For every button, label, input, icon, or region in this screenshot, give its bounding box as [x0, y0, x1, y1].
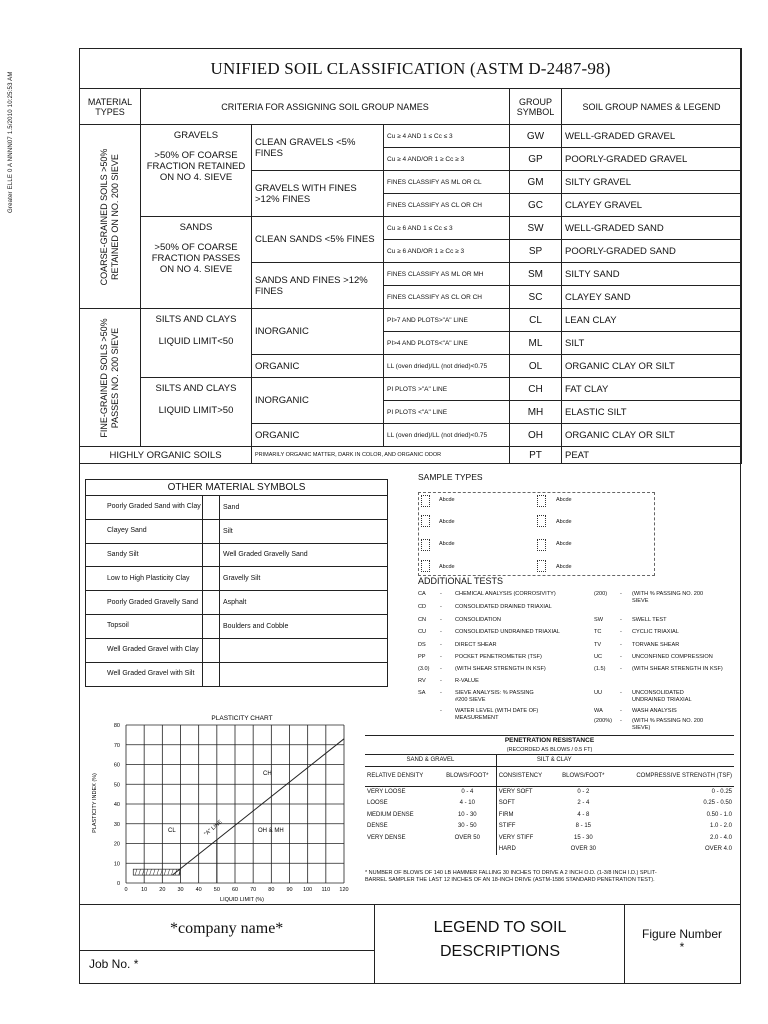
symbol-label	[220, 663, 369, 687]
penetration-cell-blows: OVER 50	[454, 834, 480, 841]
highly-organic-criterion: PRIMARILY ORGANIC MATTER, DARK IN COLOR, AND ORGANIC ODOR	[252, 447, 510, 464]
criterion-mh: PI PLOTS <"A" LINE	[384, 401, 510, 424]
test-dash: -	[620, 591, 622, 597]
penetration-cell-blows2: 15 - 30	[574, 834, 593, 841]
region-label-oh-mh: OH & MH	[258, 828, 284, 834]
sample-label: Abcde	[439, 519, 455, 525]
test-dash: -	[440, 604, 442, 610]
name-ol: ORGANIC CLAY OR SILT	[562, 355, 742, 378]
x-tick-label: 60	[231, 887, 239, 893]
name-gp: POORLY-GRADED GRAVEL	[562, 148, 742, 171]
sample-icon	[421, 539, 430, 551]
x-tick-label: 10	[141, 887, 148, 893]
symbol-label: Well Graded Gravelly Sand	[223, 551, 308, 559]
symbol-mh: MH	[510, 401, 562, 424]
penetration-cell-blows: 10 - 30	[457, 811, 477, 818]
gravels-title: GRAVELS	[173, 130, 219, 141]
region-label-ch: CH	[263, 771, 272, 777]
figure-number-value: *	[679, 940, 685, 954]
test-dash: -	[440, 678, 442, 684]
test-dash: -	[620, 654, 622, 660]
x-axis-label: LIQUID LIMIT (%)	[220, 897, 264, 903]
symbol-row	[86, 496, 387, 520]
x-tick-label: 90	[286, 887, 293, 893]
test-desc: (WITH SHEAR STRENGTH IN KSF)	[455, 666, 546, 672]
symbol-label	[220, 639, 369, 662]
x-tick-label: 20	[159, 887, 166, 893]
x-tick-label: 30	[177, 887, 184, 893]
x-tick-label: 80	[268, 887, 275, 893]
criterion-gm: FINES CLASSIFY AS ML OR CL	[384, 171, 510, 194]
header-group-symbol: GROUP SYMBOL	[510, 89, 562, 125]
col-blows: BLOWS/FOOT*	[446, 773, 489, 779]
symbol-sp: SP	[510, 240, 562, 263]
x-tick-label: 110	[321, 887, 331, 893]
criterion-gc: FINES CLASSIFY AS CL OR CH	[384, 194, 510, 217]
test-desc: (WITH % PASSING NO. 200 SIEVE	[632, 591, 704, 604]
sample-icon	[421, 515, 430, 527]
penetration-cell-blows2: OVER 30	[570, 846, 597, 853]
test-dash: -	[440, 654, 442, 660]
legend-title	[375, 916, 625, 964]
x-tick-label: 40	[195, 887, 202, 893]
symbol-ml: ML	[510, 332, 562, 355]
name-gm: SILTY GRAVEL	[562, 171, 742, 194]
name-gc: CLAYEY GRAVEL	[562, 194, 742, 217]
penetration-cell-blows2: 0 - 2	[577, 789, 590, 795]
fine-grained-label: FINE-GRAINED SOILS >50% PASSES NO. 200 SIEVE	[80, 309, 141, 447]
name-gw: WELL-GRADED GRAVEL	[562, 125, 742, 148]
penetration-row	[365, 809, 734, 821]
sample-types-title: SAMPLE TYPES	[418, 472, 483, 482]
test-code: WA	[594, 708, 603, 714]
name-sc: CLAYEY SAND	[562, 286, 742, 309]
penetration-note	[365, 870, 665, 884]
symbol-label: Clayey Sand	[107, 527, 147, 535]
symbol-swatch	[202, 663, 220, 687]
penetration-cell-consistency: VERY SOFT	[496, 786, 555, 798]
plasticity-chart	[86, 708, 358, 904]
penetration-cell-strength: OVER 4.0	[704, 846, 732, 853]
symbol-swatch	[202, 496, 220, 519]
symbol-label: Poorly Graded Sand with Clay	[107, 503, 201, 511]
test-desc: POCKET PENETROMETER (TSF)	[455, 654, 542, 660]
test-desc: CONSOLIDATED DRAINED TRIAXIAL	[455, 604, 552, 610]
symbol-swatch	[369, 663, 387, 687]
test-desc: CHEMICAL ANALYSIS (CORROSIVITY)	[455, 591, 556, 597]
col-consistency: CONSISTENCY	[496, 766, 555, 786]
criterion-cl: PI>7 AND PLOTS>"A" LINE	[384, 309, 510, 332]
test-desc: R-VALUE	[455, 678, 479, 684]
test-dash: -	[620, 617, 622, 623]
criterion-gp: Cu ≥ 4 AND/OR 1 ≥ Cc ≥ 3	[384, 148, 510, 171]
symbol-label: Gravelly Silt	[223, 575, 261, 583]
y-tick-label: 60	[113, 762, 120, 769]
test-code: CA	[418, 591, 426, 597]
criterion-sp: Cu ≥ 6 AND/OR 1 ≥ Cc ≥ 3	[384, 240, 510, 263]
test-dash: -	[440, 666, 442, 672]
silts-clays-high-title: SILTS AND CLAYS	[155, 383, 237, 394]
penetration-row	[365, 798, 734, 810]
inorganic-low: INORGANIC	[252, 309, 384, 355]
symbol-swatch	[369, 520, 387, 543]
symbol-label: Poorly Graded Gravelly Sand	[107, 598, 199, 606]
plasticity-chart-title: PLASTICITY CHART	[211, 715, 273, 722]
test-dash: -	[620, 629, 622, 635]
test-desc: (WITH SHEAR STRENGTH IN KSF)	[632, 666, 723, 672]
symbol-swatch	[369, 496, 387, 519]
organic-low: ORGANIC	[252, 355, 384, 378]
penetration-cell-consistency: FIRM	[496, 809, 555, 821]
penetration-cell-strength: 0 - 0.25	[711, 789, 732, 795]
test-dash: -	[440, 629, 442, 635]
x-tick-label: 50	[213, 887, 220, 893]
criterion-oh: LL (oven dried)/LL (not dried)<0.75	[384, 424, 510, 447]
criterion-ch: PI PLOTS >"A" LINE	[384, 378, 510, 401]
symbol-sc: SC	[510, 286, 562, 309]
x-tick-label: 70	[250, 887, 257, 893]
penetration-cell-density	[365, 844, 439, 856]
penetration-cell-strength: 0.50 - 1.0	[706, 811, 732, 818]
symbol-swatch	[369, 591, 387, 614]
symbol-row	[86, 544, 387, 568]
sands-title: SANDS	[179, 222, 213, 233]
penetration-cell-density: LOOSE	[367, 800, 388, 807]
legend-title-line2: DESCRIPTIONS	[439, 943, 560, 960]
sample-icon	[421, 560, 430, 572]
penetration-table	[365, 735, 734, 855]
symbol-gm: GM	[510, 171, 562, 194]
symbol-label: Low to High Plasticity Clay	[107, 574, 190, 582]
test-code: (200%)	[594, 718, 613, 724]
page-title: UNIFIED SOIL CLASSIFICATION (ASTM D-2487-98)	[80, 49, 742, 89]
inorganic-high: INORGANIC	[252, 378, 384, 424]
test-dash: -	[440, 617, 442, 623]
symbol-swatch	[202, 591, 220, 614]
penetration-cell-density: DENSE	[367, 823, 388, 830]
penetration-cell-consistency: HARD	[496, 844, 555, 856]
y-tick-label: 20	[113, 841, 120, 848]
name-ml: SILT	[562, 332, 742, 355]
symbol-gc: GC	[510, 194, 562, 217]
test-code: (1.5)	[594, 666, 606, 672]
test-desc: WASH ANALYSIS	[632, 708, 677, 714]
cl-ml-hatch	[135, 869, 137, 875]
sand-gravel-header: SAND & GRAVEL	[406, 757, 455, 764]
symbol-swatch	[202, 520, 220, 543]
criterion-sm: FINES CLASSIFY AS ML OR MH	[384, 263, 510, 286]
penetration-cell-blows2: 8 - 15	[575, 823, 592, 830]
symbol-swatch	[202, 639, 220, 662]
cl-ml-hatch	[150, 869, 152, 875]
test-code: CU	[418, 629, 427, 635]
cl-ml-hatch	[139, 869, 141, 875]
symbol-label: Asphalt	[223, 599, 247, 607]
legend-title-line1: LEGEND TO SOIL	[433, 919, 567, 936]
y-tick-label: 50	[113, 782, 120, 789]
penetration-cell-density: MEDIUM DENSE	[367, 811, 414, 818]
name-pt: PEAT	[562, 447, 742, 464]
a-line	[172, 739, 344, 875]
penetration-cell-blows	[439, 844, 496, 856]
symbol-swatch	[369, 544, 387, 567]
test-code: UC	[594, 654, 603, 660]
symbol-gw: GW	[510, 125, 562, 148]
job-number: Job No. *	[89, 957, 139, 971]
header-material-types: MATERIAL TYPES	[80, 89, 141, 125]
penetration-cell-density: VERY DENSE	[367, 834, 406, 841]
penetration-cell-consistency: VERY STIFF	[496, 832, 555, 844]
y-tick-label: 10	[113, 861, 120, 868]
sample-label: Abcde	[556, 519, 572, 525]
penetration-row	[365, 821, 734, 833]
test-desc: SIEVE ANALYSIS: % PASSING #200 SIEVE	[455, 690, 534, 703]
test-dash: -	[620, 642, 622, 648]
margin-stamp-text: Greater ELLE 0 A NNNN07 1.5/2010 10:25:53 AM	[8, 71, 14, 213]
criterion-ml: PI>4 AND PLOTS<"A" LINE	[384, 332, 510, 355]
test-code: DS	[418, 642, 426, 648]
region-label-a-line: "A" LINE	[203, 819, 224, 838]
symbol-label: Boulders and Cobble	[223, 622, 289, 630]
sample-label: Abcde	[556, 541, 572, 547]
name-mh: ELASTIC SILT	[562, 401, 742, 424]
sands-cell	[141, 217, 252, 309]
test-desc: CONSOLIDATED UNDRAINED TRIAXIAL	[455, 629, 560, 635]
x-tick-label: 100	[303, 887, 313, 893]
company-name: *company name*	[170, 920, 284, 937]
penetration-cell-blows: 4 - 10	[459, 800, 475, 807]
penetration-cell-blows2: 2 - 4	[577, 800, 590, 807]
symbol-label: Topsoil	[107, 622, 129, 630]
symbol-cl: CL	[510, 309, 562, 332]
criterion-gw: Cu ≥ 4 AND 1 ≤ Cc ≤ 3	[384, 125, 510, 148]
x-tick-label: 120	[339, 887, 349, 893]
header-group-names: SOIL GROUP NAMES & LEGEND	[562, 89, 742, 125]
chart-grid	[126, 725, 344, 883]
silts-clays-low-cell	[141, 309, 252, 378]
symbol-sm: SM	[510, 263, 562, 286]
penetration-row	[365, 786, 734, 798]
test-desc: (WITH % PASSING NO. 200 SIEVE)	[632, 718, 704, 731]
sands-desc: >50% OF COARSE FRACTION PASSES ON NO 4. SIEVE	[151, 242, 241, 275]
name-sp: POORLY-GRADED SAND	[562, 240, 742, 263]
footer-divider	[79, 904, 741, 905]
penetration-cell-strength: 1.0 - 2.0	[709, 823, 732, 830]
symbol-ch: CH	[510, 378, 562, 401]
test-desc: SWELL TEST	[632, 617, 667, 623]
usc-table	[79, 48, 742, 464]
test-code: (200)	[594, 591, 608, 597]
clean-sands: CLEAN SANDS <5% FINES	[252, 217, 384, 263]
header-criteria: CRITERIA FOR ASSIGNING SOIL GROUP NAMES	[141, 89, 510, 125]
silts-clays-low-desc: LIQUID LIMIT<50	[158, 336, 234, 347]
sample-icon	[421, 495, 430, 507]
y-tick-label: 30	[113, 821, 120, 828]
penetration-cell-density: VERY LOOSE	[367, 789, 406, 795]
test-dash: -	[440, 690, 442, 696]
col-compressive-strength: COMPRESSIVE STRENGTH (TSF)	[636, 773, 732, 779]
cl-ml-hatch	[153, 869, 155, 875]
symbol-oh: OH	[510, 424, 562, 447]
symbol-row	[86, 639, 387, 663]
test-desc: TORVANE SHEAR	[632, 642, 680, 648]
penetration-title: PENETRATION RESISTANCE	[365, 736, 734, 746]
symbol-label: Silt	[223, 527, 233, 535]
penetration-cell-strength: 2.0 - 4.0	[709, 834, 732, 841]
figure-number	[632, 928, 732, 954]
symbol-sw: SW	[510, 217, 562, 240]
highly-organic-label: HIGHLY ORGANIC SOILS	[80, 447, 252, 464]
sample-label: Abcde	[439, 541, 455, 547]
test-code: (3.0)	[418, 666, 430, 672]
test-code: SA	[418, 690, 426, 696]
sample-icon	[537, 560, 546, 572]
penetration-rows	[365, 786, 734, 855]
sample-icon	[537, 495, 546, 507]
test-code: CD	[418, 604, 427, 610]
penetration-row	[365, 844, 734, 856]
test-dash: -	[440, 642, 442, 648]
test-desc: CYCLIC TRIAXIAL	[632, 629, 679, 635]
symbol-label: Well Graded Gravel with Silt	[107, 670, 195, 678]
test-dash: -	[620, 690, 622, 696]
symbol-swatch	[369, 639, 387, 662]
symbol-row	[86, 567, 387, 591]
penetration-cell-blows2: 4 - 8	[577, 811, 590, 818]
cl-ml-hatch	[146, 869, 148, 875]
clean-gravels: CLEAN GRAVELS <5% FINES	[252, 125, 384, 171]
cl-ml-hatch	[157, 869, 159, 875]
name-sm: SILTY SAND	[562, 263, 742, 286]
region-label-cl: CL	[168, 828, 176, 834]
sample-icon	[537, 515, 546, 527]
gravels-desc: >50% OF COARSE FRACTION RETAINED ON NO 4. SIEVE	[146, 150, 246, 183]
symbol-swatch	[369, 615, 387, 638]
other-material-symbols-title: OTHER MATERIAL SYMBOLS	[86, 480, 387, 496]
sample-icon	[537, 539, 546, 551]
silts-clays-high-desc: LIQUID LIMIT>50	[158, 405, 234, 416]
chart-lines	[133, 739, 344, 883]
penetration-cell-blows: 0 - 4	[461, 789, 474, 795]
other-material-symbols	[85, 479, 388, 687]
margin-stamp	[6, 18, 18, 218]
col-relative-density: RELATIVE DENSITY	[367, 773, 424, 779]
test-code: TC	[594, 629, 602, 635]
test-desc: WATER LEVEL (WITH DATE OF) MEASUREMENT	[455, 708, 539, 721]
silt-clay-header: SILT & CLAY	[496, 755, 611, 767]
test-dash: -	[620, 708, 622, 714]
sands-and-fines: SANDS AND FINES >12% FINES	[252, 263, 384, 309]
y-axis-label: PLASTICITY INDEX (%)	[92, 773, 98, 833]
symbol-row	[86, 663, 387, 687]
gravels-cell	[141, 125, 252, 217]
footer-divider	[79, 950, 374, 951]
symbol-row	[86, 591, 387, 615]
test-dash: -	[440, 708, 442, 714]
penetration-cell-consistency: SOFT	[496, 798, 555, 810]
coarse-grained-label: COARSE-GRAINED SOILS >50% RETAINED ON NO. 200 SIEVE	[80, 125, 141, 309]
y-tick-label: 0	[116, 881, 120, 887]
chart-ticks	[114, 723, 349, 893]
test-code: PP	[418, 654, 426, 660]
test-dash: -	[440, 591, 442, 597]
penetration-cell-consistency: STIFF	[496, 821, 555, 833]
cl-ml-hatch	[168, 869, 170, 875]
organic-high: ORGANIC	[252, 424, 384, 447]
test-code: SW	[594, 617, 604, 623]
name-oh: ORGANIC CLAY OR SILT	[562, 424, 742, 447]
symbol-ol: OL	[510, 355, 562, 378]
penetration-subtitle: (RECORDED AS BLOWS / 0.5 FT)	[506, 746, 593, 753]
symbol-pt: PT	[510, 447, 562, 464]
silts-clays-high-cell	[141, 378, 252, 447]
figure-number-label: Figure Number	[641, 927, 723, 941]
symbol-swatch	[202, 544, 220, 567]
sample-label: Abcde	[439, 564, 455, 570]
name-ch: FAT CLAY	[562, 378, 742, 401]
sample-label: Abcde	[439, 497, 455, 503]
symbol-label: Sandy Silt	[107, 550, 139, 558]
symbol-swatch	[202, 615, 220, 638]
penetration-row	[365, 832, 734, 844]
symbol-label: Sand	[223, 503, 240, 511]
penetration-cell-blows: 30 - 50	[457, 823, 477, 830]
additional-tests-title: ADDITIONAL TESTS	[418, 576, 504, 586]
test-code: RV	[418, 678, 426, 684]
symbol-row	[86, 615, 387, 639]
name-sw: WELL-GRADED SAND	[562, 217, 742, 240]
test-desc: UNCONSOLIDATED UNDRAINED TRIAXIAL	[632, 690, 692, 703]
test-desc: DIRECT SHEAR	[455, 642, 497, 648]
penetration-cell-strength: 0.25 - 0.50	[703, 800, 732, 807]
test-desc: CONSOLIDATION	[455, 617, 501, 623]
symbol-label: Well Graded Gravel with Clay	[107, 646, 199, 654]
symbol-swatch	[202, 567, 220, 590]
silts-clays-low-title: SILTS AND CLAYS	[155, 314, 237, 325]
symbol-swatch	[369, 567, 387, 590]
test-code: CN	[418, 617, 427, 623]
criterion-sc: FINES CLASSIFY AS CL OR CH	[384, 286, 510, 309]
test-code: TV	[594, 642, 602, 648]
test-desc: UNCONFINED COMPRESSION	[632, 654, 713, 660]
gravels-with-fines: GRAVELS WITH FINES >12% FINES	[252, 171, 384, 217]
x-tick-label: 0	[124, 887, 128, 893]
test-dash: -	[620, 718, 622, 724]
penetration-note-star: *	[365, 870, 368, 876]
sample-label: Abcde	[556, 564, 572, 570]
cl-ml-hatch	[164, 869, 166, 875]
y-tick-label: 80	[113, 723, 120, 729]
criterion-sw: Cu ≥ 6 AND 1 ≤ Cc ≤ 3	[384, 217, 510, 240]
y-tick-label: 40	[113, 802, 120, 808]
test-code: UU	[594, 690, 603, 696]
name-cl: LEAN CLAY	[562, 309, 742, 332]
symbol-gp: GP	[510, 148, 562, 171]
sample-label: Abcde	[556, 497, 572, 503]
penetration-note-text: NUMBER OF BLOWS OF 140 LB HAMMER FALLING 30 INCHES TO DRIVE A 2 INCH O.D. (1-3/8 INCH I.D.) SPLIT-BARREL SAMPLER THE LAST 12 INCHES OF AN 18-INCH DRIVE (ASTM-1586 STANDARD PENETRATION TEST).	[365, 870, 657, 883]
y-tick-label: 70	[113, 742, 120, 749]
test-dash: -	[620, 666, 622, 672]
criterion-ol: LL (oven dried)/LL (not dried)<0.75	[384, 355, 510, 378]
symbol-row	[86, 520, 387, 544]
col-blows-2: BLOWS/FOOT*	[562, 773, 605, 779]
